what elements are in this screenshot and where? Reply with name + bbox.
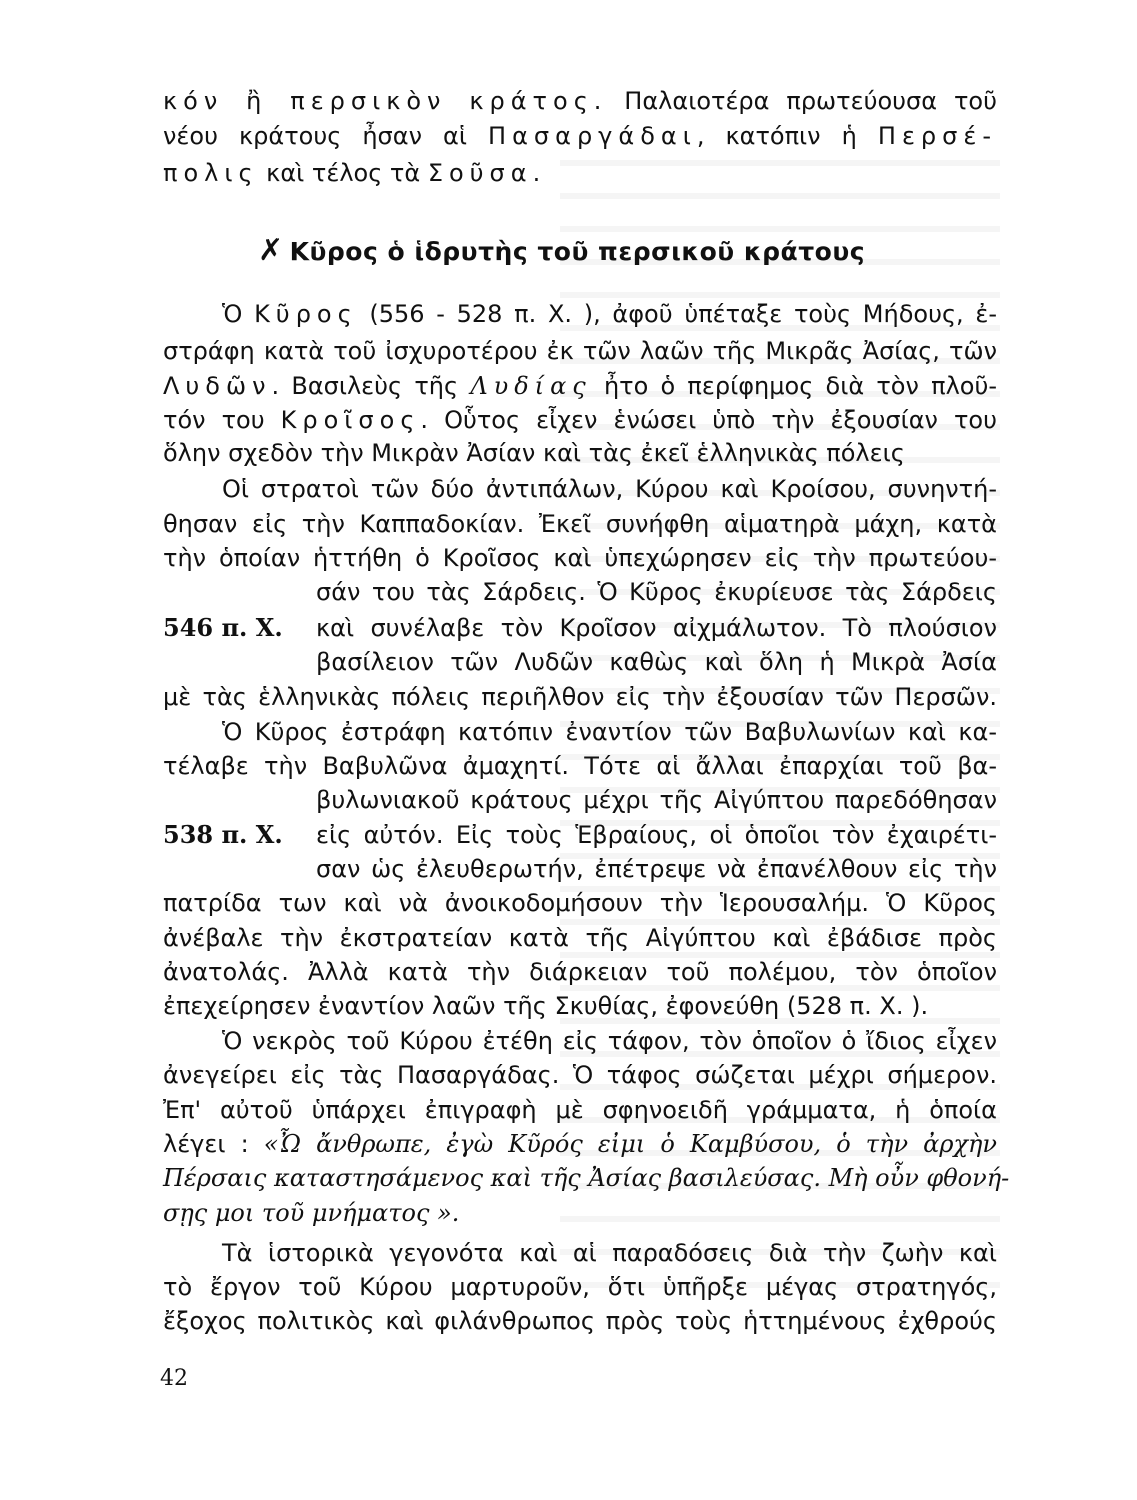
- page-number: 42: [160, 1366, 188, 1391]
- text-line: τόν του Κροῖσος. Οὗτος εἶχεν ἑνώσει ὑπὸ τὴν ἐξουσίαν του: [163, 406, 997, 434]
- text-line: μὲ τὰς ἑλληνικὰς πόλεις περιῆλθον εἰς τὴν ἐξουσίαν τῶν Περσῶν.: [163, 683, 997, 711]
- text-line: λέγει : «Ὦ ἄνθρωπε, ἐγὼ Κῦρός εἰμι ὁ Καμβύσου, ὁ τὴν ἀρχὴν: [163, 1130, 997, 1158]
- text-line: τὸ ἔργον τοῦ Κύρου μαρτυροῦν, ὅτι ὑπῆρξε μέγας στρατηγός,: [163, 1273, 997, 1301]
- margin-date: 546 π. Χ.: [163, 613, 283, 642]
- text-line: βασίλειον τῶν Λυδῶν καθὼς καὶ ὅλη ἡ Μικρὰ Ἀσία: [316, 648, 997, 676]
- text-line: βυλωνιακοῦ κράτους μέχρι τῆς Αἰγύπτου παρεδόθησαν: [316, 786, 997, 814]
- section-heading: ✗ Κῦρος ὁ ἱδρυτὴς τοῦ περσικοῦ κράτους: [258, 233, 866, 268]
- text-line: νέου κράτους ἦσαν αἱ Πασαργάδαι, κατόπιν ἡ Περσέ-: [163, 122, 997, 150]
- text-line: πολις καὶ τέλος τὰ Σοῦσα.: [163, 159, 541, 187]
- text-line: Πέρσαις καταστησάμενος καὶ τῆς Ἀσίας βασιλεύσας. Μὴ οὖν φθονή-: [163, 1164, 1010, 1192]
- text-line: ἀνέβαλε τὴν ἐκστρατείαν κατὰ τῆς Αἰγύπτου καὶ ἐβάδισε πρὸς: [163, 924, 997, 952]
- text-line: ὅλην σχεδὸν τὴν Μικρὰν Ἀσίαν καὶ τὰς ἐκεῖ ἑλληνικὰς πόλεις: [163, 439, 905, 467]
- text-line: πατρίδα των καὶ νὰ ἀνοικοδομήσουν τὴν Ἱερουσαλήμ. Ὁ Κῦρος: [163, 889, 997, 917]
- text-line: καὶ συνέλαβε τὸν Κροῖσον αἰχμάλωτον. Τὸ πλούσιον: [316, 614, 997, 642]
- text-line: στράφη κατὰ τοῦ ἰσχυροτέρου ἐκ τῶν λαῶν τῆς Μικρᾶς Ἀσίας, τῶν: [163, 337, 997, 365]
- text-line: σάν του τὰς Σάρδεις. Ὁ Κῦρος ἐκυρίευσε τὰς Σάρδεις: [316, 578, 997, 606]
- text-line: Ὁ νεκρὸς τοῦ Κύρου ἐτέθη εἰς τάφον, τὸν ὁποῖον ὁ ἴδιος εἶχεν: [222, 1027, 997, 1055]
- margin-date: 538 π. Χ.: [163, 820, 283, 849]
- text-line: κόν ἢ περσικὸν κράτος. Παλαιοτέρα πρωτεύουσα τοῦ: [163, 87, 997, 115]
- check-mark-icon: ✗: [258, 233, 284, 268]
- text-line: Τὰ ἱστορικὰ γεγονότα καὶ αἱ παραδόσεις διὰ τὴν ζωὴν καὶ: [222, 1239, 997, 1267]
- text-line: θησαν εἰς τὴν Καππαδοκίαν. Ἐκεῖ συνήφθη αἱματηρὰ μάχη, κατὰ: [163, 510, 997, 538]
- text-line: σαν ὡς ἐλευθερωτήν, ἐπέτρεψε νὰ ἐπανέλθουν εἰς τὴν: [316, 855, 997, 883]
- text-line: ἐπεχείρησεν ἐναντίον λαῶν τῆς Σκυθίας, ἐφονεύθη (528 π. Χ. ).: [163, 992, 929, 1020]
- text-line: τὴν ὁποίαν ἡττήθη ὁ Κροῖσος καὶ ὑπεχώρησεν εἰς τὴν πρωτεύου-: [163, 544, 997, 572]
- text-line: ἀνεγείρει εἰς τὰς Πασαργάδας. Ὁ τάφος σώζεται μέχρι σήμερον.: [163, 1061, 997, 1089]
- text-line: Λυδῶν. Βασιλεὺς τῆς Λυδίας ἦτο ὁ περίφημος διὰ τὸν πλοῦ-: [163, 372, 997, 400]
- text-line: ἀνατολάς. Ἀλλὰ κατὰ τὴν διάρκειαν τοῦ πολέμου, τὸν ὁποῖον: [163, 958, 997, 986]
- text-line: Ὁ Κῦρος ἐστράφη κατόπιν ἐναντίον τῶν Βαβυλωνίων καὶ κα-: [222, 718, 997, 746]
- text-line: τέλαβε τὴν Βαβυλῶνα ἀμαχητί. Τότε αἱ ἄλλαι ἐπαρχίαι τοῦ βα-: [163, 752, 997, 780]
- text-line: Ὁ Κῦρος (556 - 528 π. Χ. ), ἀφοῦ ὑπέταξε τοὺς Μήδους, ἐ-: [222, 300, 997, 328]
- text-line: εἰς αὐτόν. Εἰς τοὺς Ἑβραίους, οἱ ὁποῖοι τὸν ἐχαιρέτι-: [316, 821, 997, 849]
- text-line: ἔξοχος πολιτικὸς καὶ φιλάνθρωπος πρὸς τοὺς ἡττημένους ἐχθρούς: [163, 1307, 997, 1335]
- text-line: Οἱ στρατοὶ τῶν δύο ἀντιπάλων, Κύρου καὶ Κροίσου, συνηντή-: [222, 475, 997, 503]
- text-line: Ἐπ' αὐτοῦ ὑπάρχει ἐπιγραφὴ μὲ σφηνοειδῆ γράμματα, ἡ ὁποία: [163, 1096, 997, 1124]
- text-line: σῃς μοι τοῦ μνήματος ».: [163, 1199, 460, 1227]
